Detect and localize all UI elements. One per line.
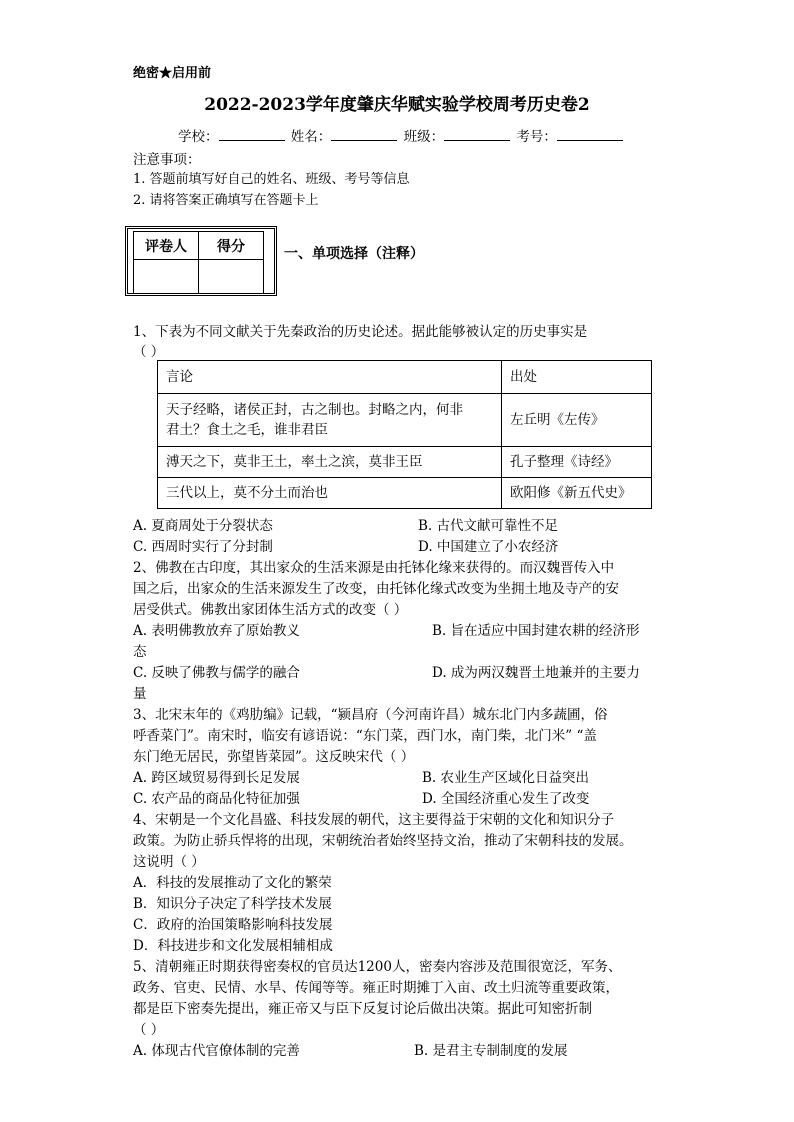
score-box bbox=[133, 231, 264, 294]
table-cell-quote: 三代以上，莫不分土而治也 bbox=[158, 478, 502, 509]
school-blank[interactable] bbox=[219, 128, 285, 141]
option-a[interactable]: A. 表明佛教放弃了原始教义 bbox=[133, 623, 300, 639]
option-a[interactable]: A. 体现古代官僚体制的完善 bbox=[133, 1043, 300, 1059]
student-info-line bbox=[178, 125, 625, 145]
question-5-blank: （ ） bbox=[133, 1022, 165, 1038]
name-label: 姓名： bbox=[290, 129, 332, 145]
option-c[interactable]: C. 西周时实行了分封制 bbox=[133, 539, 273, 555]
question-1-blank: （ ） bbox=[133, 344, 165, 360]
table-cell-quote bbox=[158, 394, 502, 447]
class-blank[interactable] bbox=[444, 128, 510, 141]
note-item: 1. 答题前填写好自己的姓名、班级、考号等信息 bbox=[133, 172, 410, 187]
note-item: 2. 请将答案正确填写在答题卡上 bbox=[133, 193, 319, 208]
question-2-stem: 居受供式。佛教出家团体生活方式的改变（ ） bbox=[133, 602, 408, 618]
quote-line: 天子经略，诸侯正封，古之制也。封略之内，何非 bbox=[166, 402, 463, 418]
table-header: 言论 bbox=[158, 361, 502, 394]
question-3-stem: 东门绝无居民，弥望皆菜园”。这反映宋代（ ） bbox=[133, 749, 415, 765]
option-a[interactable]: A．科技的发展推动了文化的繁荣 bbox=[133, 875, 332, 891]
score-header: 得分 bbox=[199, 232, 264, 260]
question-4-stem: 4、宋朝是一个文化昌盛、科技发展的朝代，这主要得益于宋朝的文化和知识分子 bbox=[133, 812, 615, 828]
grader-cell[interactable] bbox=[134, 260, 199, 294]
option-d[interactable]: D．科技进步和文化发展相辅相成 bbox=[133, 938, 333, 954]
option-c[interactable]: C．政府的治国策略影响科技发展 bbox=[133, 917, 333, 933]
option-d[interactable]: D. 中国建立了小农经济 bbox=[418, 539, 559, 555]
score-cell[interactable] bbox=[199, 260, 264, 294]
class-label: 班级： bbox=[403, 129, 445, 145]
table-cell-source: 左丘明《左传》 bbox=[502, 394, 652, 447]
question-5-stem: 政务、官吏、民情、水旱、传闻等等。雍正时期摊丁入亩、改土归流等重要政策， bbox=[133, 980, 619, 996]
question-1-stem: 1、下表为不同文献关于先秦政治的历史论述。据此能够被认定的历史事实是 bbox=[133, 324, 588, 340]
option-b[interactable]: B. 是君主专制制度的发展 bbox=[414, 1043, 568, 1059]
option-d-continued: 量 bbox=[133, 686, 147, 702]
exam-number-blank[interactable] bbox=[557, 128, 623, 141]
option-b[interactable]: B．知识分子决定了科学技术发展 bbox=[133, 896, 332, 912]
question-2-stem: 国之后，出家众的生活来源发生了改变，由托钵化缘式改变为坐拥土地及寺产的安 bbox=[133, 581, 619, 597]
notes-heading: 注意事项： bbox=[133, 152, 201, 168]
option-b-continued: 态 bbox=[133, 644, 147, 660]
option-a[interactable]: A. 跨区域贸易得到长足发展 bbox=[133, 770, 300, 786]
option-c[interactable]: C. 农产品的商品化特征加强 bbox=[133, 791, 300, 807]
table-row bbox=[158, 478, 652, 509]
question-2-stem: 2、佛教在古印度，其出家众的生活来源是由托钵化缘来获得的。而汉魏晋传入中 bbox=[133, 560, 615, 576]
section-title: 一、单项选择（注释） bbox=[284, 246, 424, 262]
table-row bbox=[158, 447, 652, 478]
option-a[interactable]: A. 夏商周处于分裂状态 bbox=[133, 518, 273, 534]
option-d[interactable]: D. 成为两汉魏晋土地兼并的主要力 bbox=[432, 665, 640, 681]
option-b[interactable]: B. 古代文献可靠性不足 bbox=[418, 518, 559, 534]
option-d[interactable]: D. 全国经济重心发生了改变 bbox=[422, 791, 590, 807]
name-blank[interactable] bbox=[331, 128, 397, 141]
question-3-stem: 呼香菜门”。南宋时，临安有谚语说：“东门菜，西门水，南门柴，北门米” “盖 bbox=[133, 728, 597, 744]
option-b[interactable]: B. 农业生产区域化日益突出 bbox=[422, 770, 590, 786]
option-b[interactable]: B. 旨在适应中国封建农耕的经济形 bbox=[432, 623, 640, 639]
exam-number-label: 考号： bbox=[516, 129, 557, 145]
table-cell-source: 孔子整理《诗经》 bbox=[502, 447, 652, 478]
school-label: 学校： bbox=[178, 129, 219, 145]
table-header-row bbox=[158, 361, 652, 394]
question-3-stem: 3、北宋末年的《鸡肋编》记载，“颍昌府（今河南许昌）城东北门内多蔬圃，俗 bbox=[133, 707, 608, 723]
grader-header: 评卷人 bbox=[134, 232, 199, 260]
confidential-label: 绝密★启用前 bbox=[133, 66, 212, 81]
table-cell-source: 欧阳修《新五代史》 bbox=[502, 478, 652, 509]
question-4-stem: 这说明（ ） bbox=[133, 854, 205, 870]
question-5-stem: 都是臣下密奏先提出，雍正帝又与臣下反复讨论后做出决策。据此可知密折制 bbox=[133, 1001, 592, 1017]
source-table bbox=[157, 360, 652, 509]
option-c[interactable]: C. 反映了佛教与儒学的融合 bbox=[133, 665, 300, 681]
question-5-stem: 5、清朝雍正时期获得密奏权的官员达1200人，密奏内容涉及范围很宽泛，军务、 bbox=[133, 959, 622, 975]
table-cell-quote: 溥天之下，莫非王土，率土之滨，莫非王臣 bbox=[158, 447, 502, 478]
table-header: 出处 bbox=[502, 361, 652, 394]
quote-line: 君土？食土之毛，谁非君臣 bbox=[166, 422, 328, 438]
table-row bbox=[158, 394, 652, 447]
exam-title: 2022-2023学年度肇庆华赋实验学校周考历史卷2 bbox=[204, 95, 590, 115]
question-4-stem: 政策。为防止骄兵悍将的出现，宋朝统治者始终坚持文治，推动了宋朝科技的发展。 bbox=[133, 833, 633, 849]
